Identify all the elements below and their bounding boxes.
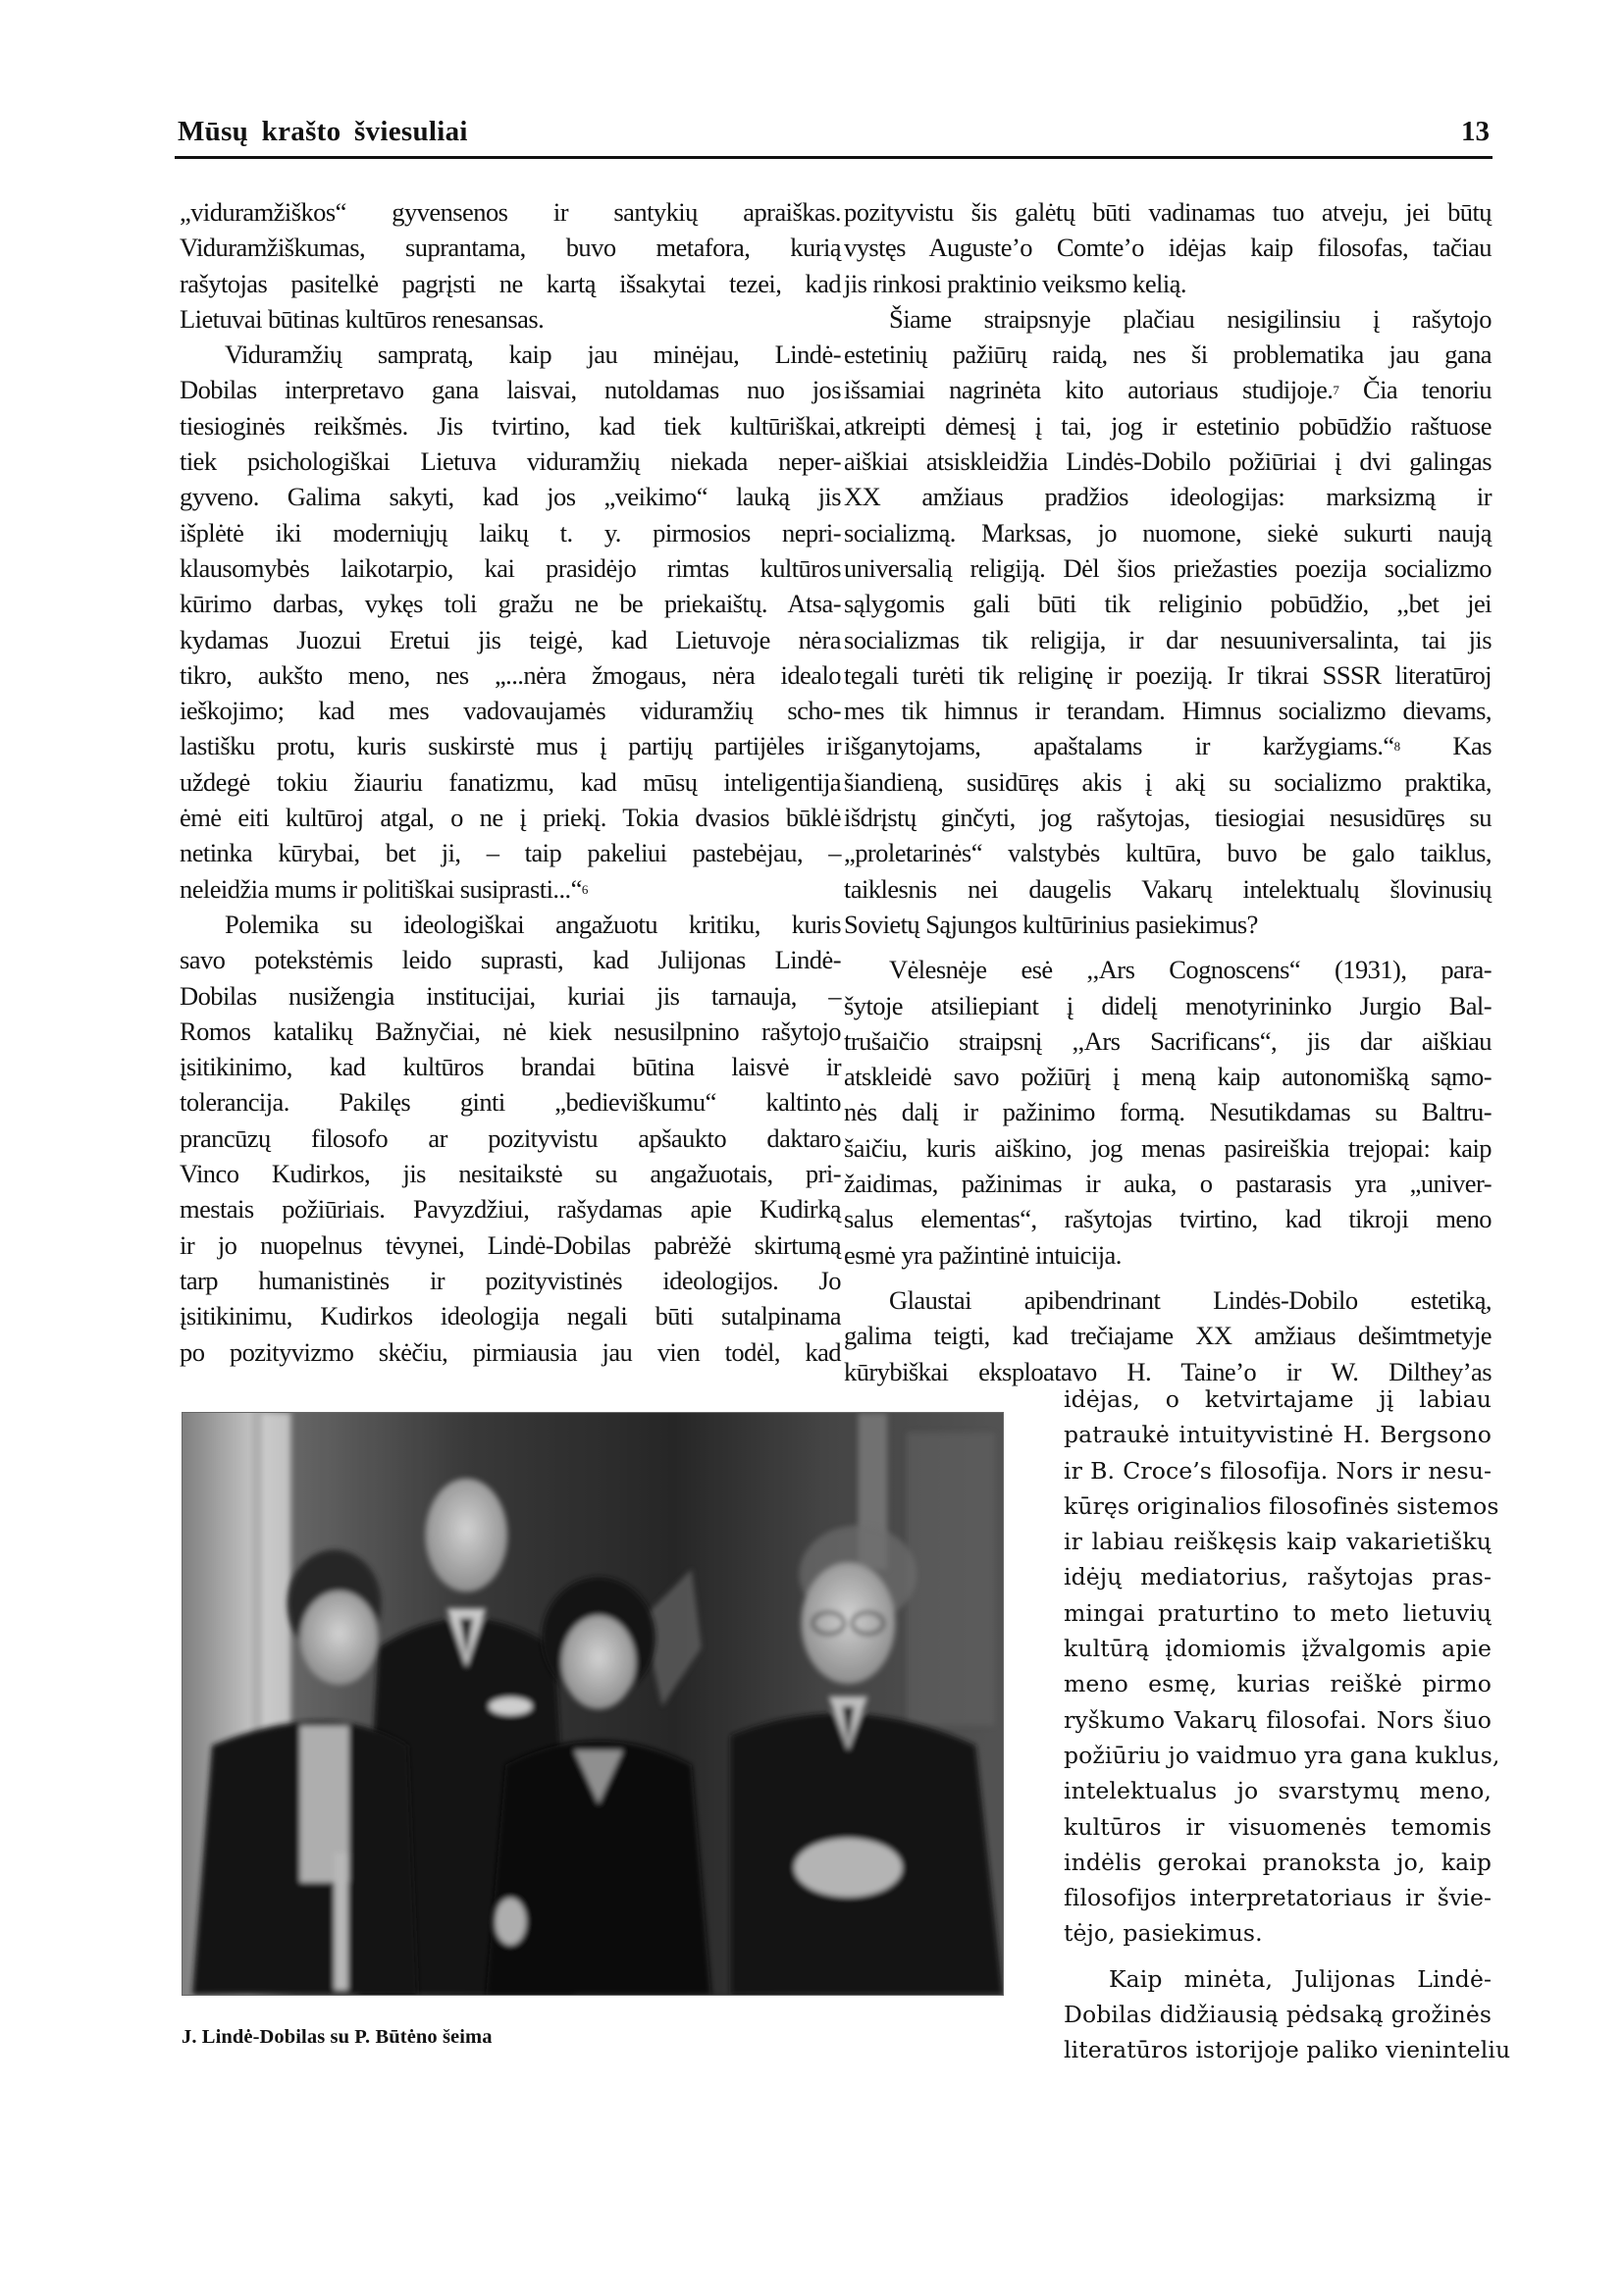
text-line: gyveno. Galima sakyti, kad jos „veikimo“ lauką jis [180, 482, 841, 512]
text-line: ėmė eiti kultūroj atgal, o ne į priekį. Tokia dvasios būklė [180, 803, 841, 833]
text-line: Sovietų Sąjungos kultūrinius pasiekimus? [844, 909, 1258, 939]
text-line: kydamas Juozui Eretui jis teigė, kad Lietuvoje nėra [180, 624, 841, 654]
text-line: Viduramžiškumas, suprantama, buvo metafora, kurią [180, 233, 841, 263]
text-line: lastišku protu, kuris suskirstė mus į partijų partijėles ir [180, 731, 841, 761]
left-column [180, 194, 841, 1370]
photo-caption: J. Lindė-Dobilas su P. Būtėno šeima [182, 2026, 493, 2048]
group-portrait-photo [182, 1412, 1004, 1996]
text-line: nės dalį ir pažinimo formą. Nesutikdamas su Baltru- [844, 1097, 1492, 1127]
text-line: trušaičio straipsnį ,,Ars Sacrificans“, jis dar aiškiau [844, 1025, 1492, 1056]
text-line: ir B. Croce’s filosofija. Nors ir nesu- [1064, 1456, 1492, 1485]
text-line: socializmą. Marksas, jo nuomone, siekė sukurti naują [844, 517, 1492, 548]
text-line: tėjo, pasiekimus. [1064, 1919, 1263, 1948]
text-line: mingai praturtino to meto lietuvių [1064, 1598, 1492, 1627]
text-line: salus elementas“, rašytojas tvirtino, kad tikroji meno [844, 1204, 1492, 1234]
text-line: Lietuvai būtinas kultūros renesansas. [180, 303, 545, 334]
text-line: įsitikinimu, Kudirkos ideologija negali būti sutalpinama [180, 1301, 841, 1331]
text-line: kūrybiškai eksploatavo H. Taine’o ir W. Dilthey’as [844, 1356, 1492, 1386]
text-line: galima teigti, kad trečiajame XX amžiaus dešimtmetyje [844, 1321, 1492, 1351]
text-line: socializmas tik religija, ir dar nesuuniversalinta, tai jis [844, 624, 1492, 654]
text-line: savo potekstėmis leido suprasti, kad Julijonas Lindė- [180, 945, 841, 975]
narrow-column [1064, 1382, 1511, 2068]
text-line: klausomybės laikotarpio, kai prasidėjo rimtas kultūros [180, 552, 841, 583]
text-line: vystęs Auguste’o Comte’o idėjas kaip filosofas, tačiau [844, 233, 1492, 263]
text-line: Glaustai apibendrinant Lindės-Dobilo estetiką, [889, 1284, 1492, 1315]
text-line: Viduramžių sampratą, kaip jau minėjau, Lindė- [225, 339, 841, 370]
text-line: žaidimas, pažinimas ir auka, o pastarasis yra „univer- [844, 1169, 1492, 1199]
text-segment: išganytojams, apaštalams ir karžygiams.“ [844, 731, 1394, 761]
photo-illustration [183, 1413, 1003, 1995]
text-line: estetinių pažiūrų raidą, nes ši problematika jau gana [844, 339, 1492, 370]
text-line [180, 871, 841, 907]
paragraph-gap [844, 1273, 1492, 1282]
text-line: tiek psichologiškai Lietuva viduramžių niekada neper- [180, 446, 841, 477]
text-line: kūrimo darbas, vykęs toli gražu ne be priekaištų. Atsa- [180, 589, 841, 619]
running-head [178, 116, 1492, 159]
text-line: ieškojimo; kad mes vadovaujamės viduramžių scho- [180, 696, 841, 726]
text-line: tikro, aukšto meno, nes „...nėra žmogaus, nėra idealo [180, 659, 841, 690]
text-line: „viduramžiškos“ gyvensenos ir santykių apraiškas. [180, 197, 841, 227]
paragraph-gap [844, 942, 1492, 952]
text-line: patraukė intuityvistinė H. Bergsono [1064, 1421, 1492, 1449]
text-line: filosofijos interpretatoriaus ir švie- [1064, 1884, 1492, 1912]
text-line: indėlis gerokai pranoksta jo, kaip [1064, 1848, 1492, 1876]
text-segment: Kas [1399, 731, 1492, 761]
text-line: požiūriu jo vaidmuo yra gana kuklus, [1064, 1741, 1500, 1769]
text-line: šytoje atsiliepiant į didelį menotyrininko Jurgio Bal- [844, 990, 1492, 1020]
text-line: atkreipti dėmesį į tai, jog ir estetinio pobūdžio raštuose [844, 410, 1492, 441]
right-column [844, 194, 1492, 1389]
text-line: sąlygomis gali būti tik religinio pobūdžio, ,,bet jei [844, 589, 1492, 619]
text-line: šiandieną, susidūręs akis į akį su socializmo praktika, [844, 766, 1492, 797]
text-line: po pozityvizmo skėčiu, pirmiausia jau vien todėl, kad [180, 1336, 841, 1367]
text-line: Šiame straipsnyje plačiau nesigilinsiu į rašytojo [889, 303, 1492, 334]
text-line: „proletarinės“ valstybės kultūra, buvo be galo taiklus, [844, 838, 1492, 868]
text-line: šaičiu, kuris aiškino, jog menas pasireiškia trejopai: kaip [844, 1132, 1492, 1163]
section-title: Mūsų krašto šviesuliai [178, 116, 468, 147]
text-line: Kaip minėta, Julijonas Lindė- [1109, 1964, 1492, 1993]
text-line: prancūzų filosofo ar pozityvistu apšaukto daktaro [180, 1122, 841, 1153]
header-rule [175, 156, 1493, 159]
text-line: Vinco Kudirkos, jis nesitaikstė su angažuotais, pri- [180, 1159, 841, 1189]
text-line: idėjų mediatorius, rašytojas pras- [1064, 1563, 1492, 1591]
text-line: ryškumo Vakarų filosofai. Nors šiuo [1064, 1705, 1492, 1734]
text-line: kultūros ir visuomenės temomis [1064, 1812, 1492, 1841]
text-line: mestais požiūriais. Pavyzdžiui, rašydamas apie Kudirką [180, 1194, 841, 1225]
text-line: netinka kūrybai, bet ji, – taip pakeliui pastebėjau, – [180, 838, 841, 868]
footnote-ref[interactable]: 8 [1393, 739, 1400, 755]
text-line: esmė yra pažintinė intuicija. [844, 1239, 1122, 1270]
text-line: Dobilas interpretavo gana laisvai, nutoldamas nuo jos [180, 375, 841, 405]
text-line: pozityvistu šis galėtų būti vadinamas tuo atveju, jei būtų [844, 197, 1492, 227]
page-number: 13 [1461, 116, 1490, 147]
text-line: ir labiau reiškęsis kaip vakarietiškų [1064, 1528, 1492, 1556]
text-line: universalią religiją. Dėl šios priežasties poezija socializmo [844, 552, 1492, 583]
text-line: rašytojas pasitelkė pagrįsti ne kartą išsakytai tezei, kad [180, 268, 841, 298]
text-line [844, 372, 1492, 407]
text-line: intelektualus jo svarstymų meno, [1064, 1777, 1492, 1805]
footnote-ref[interactable]: 7 [1333, 383, 1339, 398]
text-line: kultūrą įdomiomis įžvalgomis apie [1064, 1635, 1492, 1663]
text-line: jis rinkosi praktinio veiksmo kelią. [844, 268, 1186, 298]
text-line: įsitikinimo, kad kultūros brandai būtina laisvė ir [180, 1052, 841, 1082]
text-line: Romos katalikų Bažnyčiai, nė kiek nesusilpnino rašytojo [180, 1016, 841, 1046]
text-line: taiklesnis nei daugelis Vakarų intelektualų šlovinusių [844, 873, 1492, 904]
quote-text: neleidžia mums ir politiškai susiprasti...“ [180, 873, 582, 904]
text-line [844, 728, 1492, 763]
text-line: Polemika su ideologiškai angažuotu kritiku, kuris [225, 909, 841, 939]
text-segment: Čia tenoriu [1338, 375, 1493, 405]
text-line: išplėtė iki moderniųjų laikų t. y. pirmosios nepri- [180, 517, 841, 548]
text-line: idėjas, o ketvirtajame jį labiau [1064, 1385, 1492, 1413]
text-line: aiškiai atsiskleidžia Lindės-Dobilo požiūriai į dvi galingas [844, 446, 1492, 477]
text-line: Dobilas nusižengia institucijai, kuriai jis tarnauja, – [180, 980, 841, 1011]
text-line: meno esmę, kurias reiškė pirmo [1064, 1670, 1492, 1698]
text-line: tegali turėti tik religinę ir poeziją. Ir tikrai SSSR literatūroj [844, 659, 1492, 690]
text-line: kūręs originalios filosofinės sistemos [1064, 1491, 1499, 1520]
text-line: ir jo nuopelnus tėvynei, Lindė-Dobilas pabrėžė skirtumą [180, 1229, 841, 1260]
footnote-ref[interactable]: 6 [581, 881, 588, 897]
text-line: XX amžiaus pradžios ideologijas: marksizmą ir [844, 482, 1492, 512]
text-line: atskleidė savo požiūrį į meną kaip autonomišką sąmo- [844, 1062, 1492, 1092]
text-line: išdrįstų ginčyti, jog rašytojas, tiesiogiai nesusidūręs su [844, 803, 1492, 833]
text-line: tolerancija. Pakilęs ginti „bedieviškumu“ kaltinto [180, 1087, 841, 1118]
text-line: Dobilas didžiausią pėdsaką grožinės [1064, 2001, 1492, 2029]
text-line: tarp humanistinės ir pozityvistinės ideologijos. Jo [180, 1265, 841, 1295]
text-line: mes tik himnus ir terandam. Himnus socializmo dievams, [844, 696, 1492, 726]
text-line: Vėlesnėje esė ,,Ars Cognoscens“ (1931), para- [889, 955, 1492, 985]
text-line: literatūros istorijoje paliko vieninteliu [1064, 2036, 1511, 2064]
paragraph-gap [1064, 1952, 1492, 1961]
text-line: tiesioginės reikšmės. Jis tvirtino, kad tiek kultūriškai, [180, 410, 841, 441]
text-line: uždegė tokiu žiauriu fanatizmu, kad mūsų inteligentija [180, 766, 841, 797]
text-segment: išsamiai nagrinėta kito autoriaus studijoje. [844, 375, 1334, 405]
